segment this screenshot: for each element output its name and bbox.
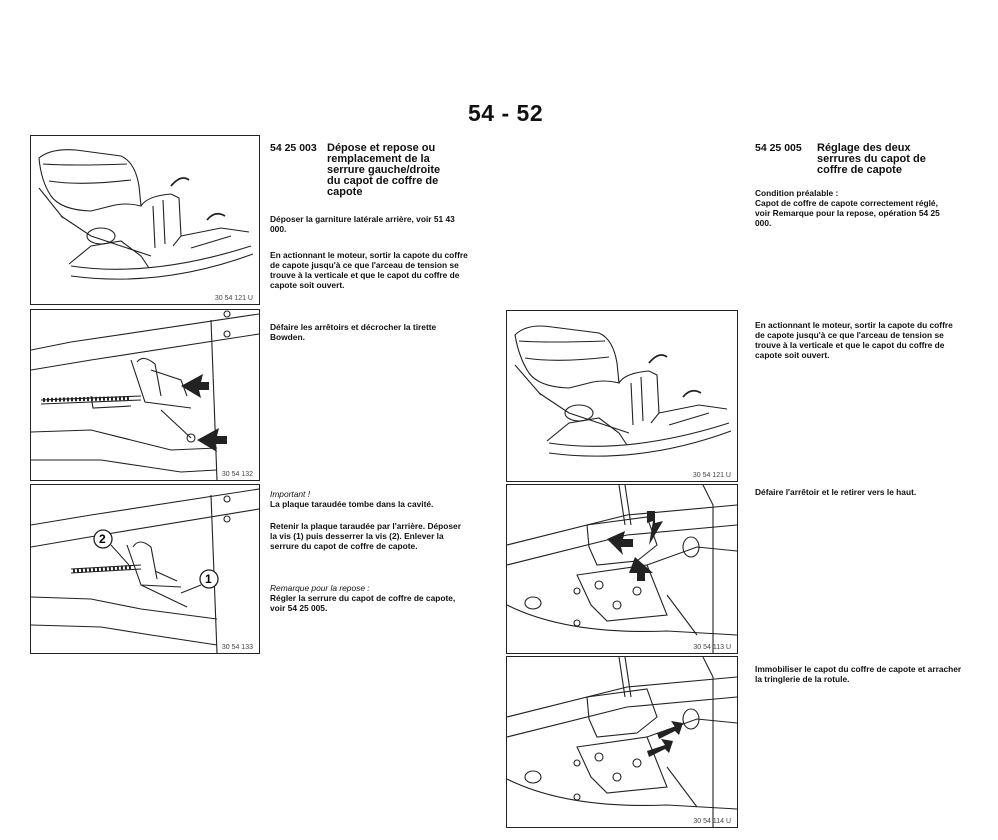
- prerequisite: [755, 188, 955, 228]
- step-text: [270, 521, 470, 551]
- figure-id: 30 54 133: [221, 644, 253, 651]
- step-text: [270, 322, 470, 342]
- figure-lock-stopper: [506, 484, 738, 654]
- step-2: En actionnant le moteur, sortir la capote du coffre de capote jusqu'à ce que l'arceau de tension se trouve à la verticale et que le capot du coffre de capote soit ouvert.: [270, 250, 468, 290]
- operation-heading-right: [755, 143, 955, 176]
- remark-note: [270, 583, 470, 613]
- figure-lock-bowden: [30, 309, 260, 481]
- callout-2: 2: [99, 532, 106, 546]
- figure-id: 30 54 114 U: [693, 818, 731, 825]
- figure-car-top-left: [30, 135, 260, 305]
- figure-lock-screws: [30, 484, 260, 654]
- remark-text: Régler la serrure du capot de coffre de capote, voir 54 25 005.: [270, 593, 456, 613]
- figure-id: 30 54 132: [221, 471, 253, 478]
- step-text: [755, 664, 965, 684]
- important-text: La plaque taraudée tombe dans la cavité.: [270, 499, 434, 509]
- step-text: [270, 214, 470, 234]
- step-2: Défaire l'arrêtoir et le retirer vers le haut.: [755, 487, 917, 497]
- figure-id: 30 54 113 U: [693, 644, 731, 651]
- operation-code: 54 25 005: [755, 142, 802, 154]
- step-text: [755, 487, 955, 497]
- figure-linkage: [506, 656, 738, 828]
- figure-car-top-right: [506, 310, 738, 482]
- figure-id: 30 54 121 U: [692, 472, 731, 479]
- figure-id: 30 54 121 U: [214, 295, 253, 302]
- prereq-label: Condition préalable :: [755, 188, 839, 198]
- prereq-text: Capot de coffre de capote correctement réglé, voir Remarque pour la repose, opération 54 25 000.: [755, 198, 940, 228]
- step-4: Retenir la plaque taraudée par l'arrière. Déposer la vis (1) puis desserrer la vis (2). Enlever la serrure du capot de coffre de capote.: [270, 521, 461, 551]
- page-number: 54 - 52: [468, 100, 544, 126]
- operation-code: 54 25 003: [270, 142, 317, 154]
- remark-label: Remarque pour la repose :: [270, 583, 370, 593]
- step-1: Déposer la garniture latérale arrière, voir 51 43 000.: [270, 214, 455, 234]
- step-3: Défaire les arrêtoirs et décrocher la tirette Bowden.: [270, 322, 437, 342]
- important-label: Important !: [270, 489, 311, 499]
- operation-title: Réglage des deux serrures du capot de coffre de capote: [817, 142, 926, 176]
- step-text: [755, 320, 955, 360]
- operation-heading-left: [270, 143, 470, 198]
- operation-title: Dépose et repose ou remplacement de la serrure gauche/droite du capot de coffre de capote: [327, 142, 441, 198]
- step-3: Immobiliser le capot du coffre de capote et arracher la tringlerie de la rotule.: [755, 664, 962, 684]
- step-text: [270, 250, 470, 290]
- step-1: En actionnant le moteur, sortir la capote du coffre de capote jusqu'à ce que l'arceau de tension se trouve à la verticale et que le capot du coffre de capote soit ouvert.: [755, 320, 953, 360]
- important-note: [270, 489, 470, 509]
- callout-1: 1: [205, 572, 212, 586]
